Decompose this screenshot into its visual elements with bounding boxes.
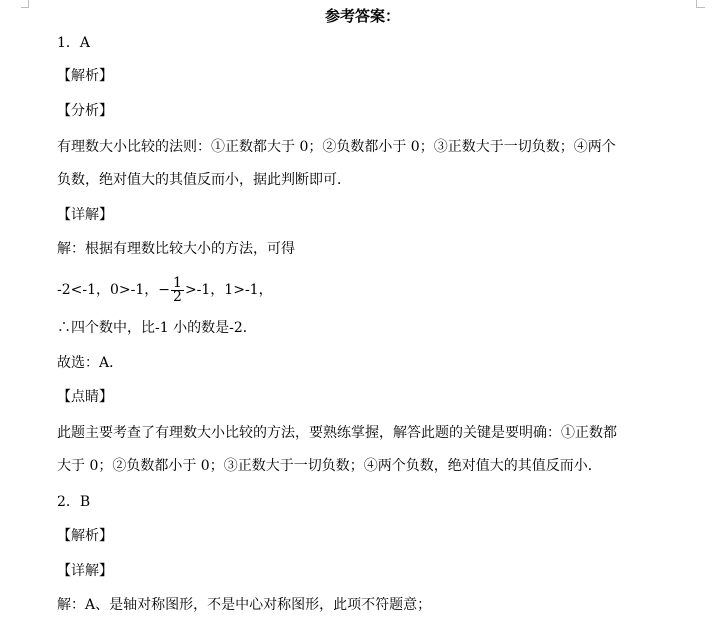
question-2-answer: 2．B: [57, 494, 91, 510]
analysis-text-2: 负数，绝对值大的其值反而小，据此判断即可．: [57, 172, 351, 188]
fraction-numerator: 1: [173, 274, 182, 291]
section-jiexi: 【解析】: [57, 68, 113, 84]
math-part-a: -2<-1，0>-1，−: [57, 282, 171, 298]
fraction-denominator: 2: [173, 288, 182, 305]
question-1-answer: 1．A: [57, 35, 91, 51]
math-comparison-line: [57, 274, 273, 306]
page-title: 参考答案：: [324, 7, 400, 25]
fraction-one-half: [171, 274, 184, 305]
detail-text-1: 解：根据有理数比较大小的方法，可得: [57, 241, 295, 257]
analysis-text-1: 有理数大小比较的法则：①正数都大于 0；②负数都小于 0；③正数大于一切负数；④两个: [57, 139, 616, 155]
section-dianjing: 【点睛】: [57, 389, 113, 405]
section-xiangjie: 【详解】: [57, 207, 113, 223]
detail-text-4: 故选：A．: [57, 355, 124, 371]
q2-section-xiangjie: 【详解】: [57, 563, 113, 579]
comment-text-2: 大于 0；②负数都小于 0；③正数大于一切负数；④两个负数，绝对值大的其值反而小．: [57, 458, 602, 474]
q2-section-jiexi: 【解析】: [57, 528, 113, 544]
comment-text-1: 此题主要考查了有理数大小比较的方法，要熟练掌握，解答此题的关键是要明确：①正数都: [57, 425, 617, 441]
math-part-b: >-1，1>-1，: [184, 282, 273, 298]
q2-detail-text-1: 解：A、是轴对称图形，不是中心对称图形，此项不符题意；: [57, 597, 432, 613]
section-fenxi: 【分析】: [57, 103, 113, 119]
detail-text-3: ∴四个数中，比-1 小的数是-2．: [57, 320, 257, 336]
